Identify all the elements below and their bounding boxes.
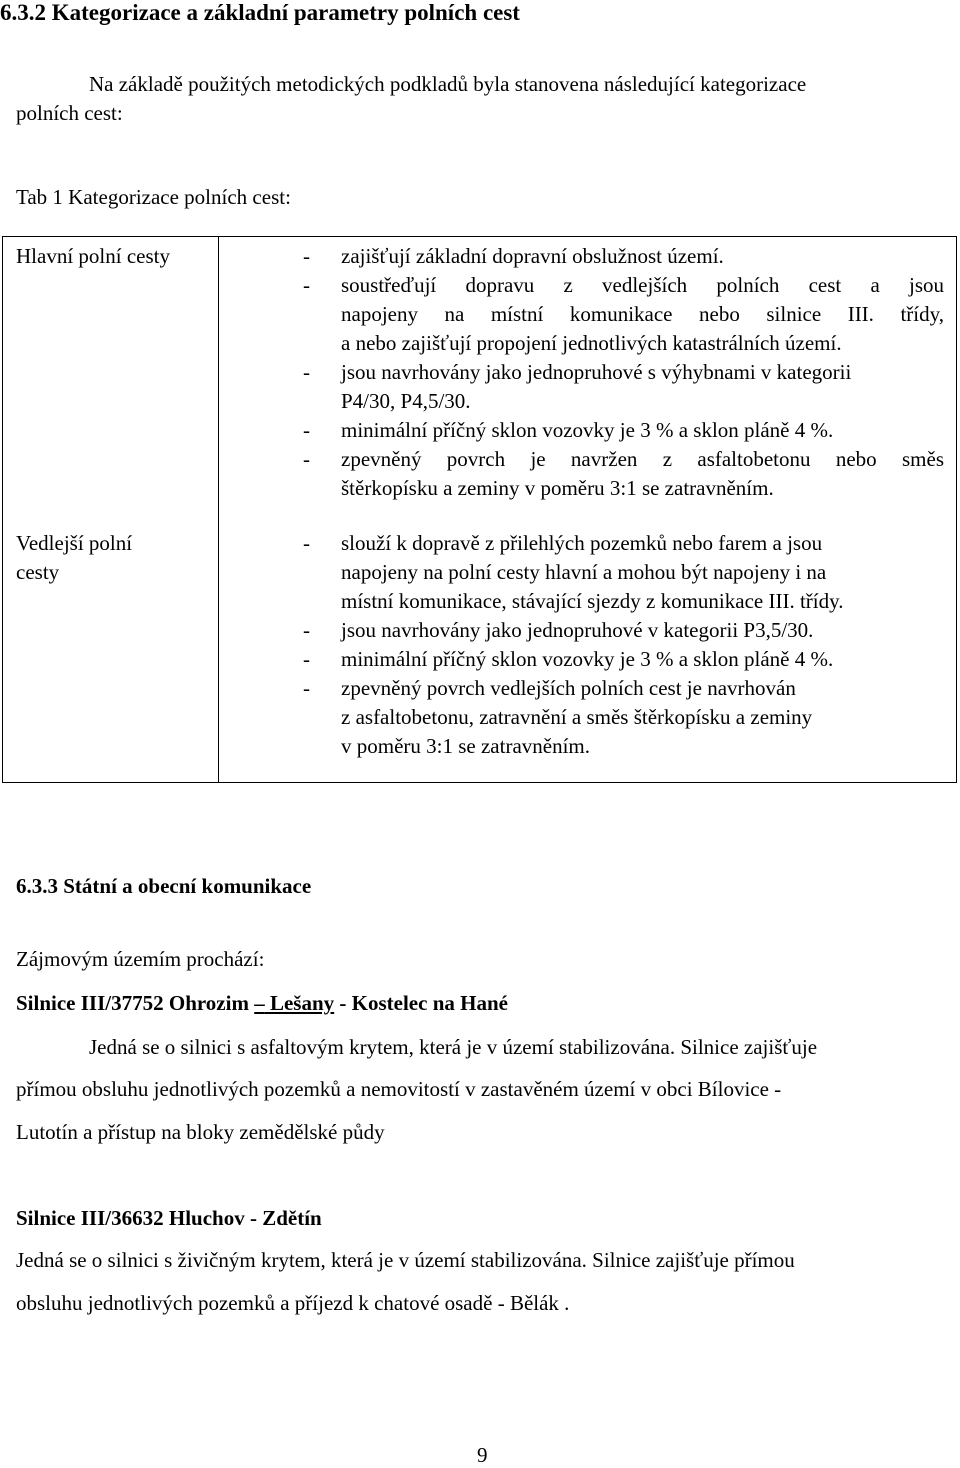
section-heading-633: 6.3.3 Státní a obecní komunikace: [16, 874, 312, 898]
list-item: minimální příčný sklon vozovky je 3 % a sklon pláně 4 %.: [341, 647, 834, 671]
list-item-continued: napojeny na místní komunikace nebo silnice III. třídy,: [341, 302, 944, 326]
list-item: jsou navrhovány jako jednopruhové v kategorii P3,5/30.: [341, 618, 814, 642]
road-2-text-line2: obsluhu jednotlivých pozemků a příjezd k chatové osadě - Bělák .: [16, 1291, 570, 1315]
intro-line-2: polních cest:: [16, 101, 123, 125]
road-1-title-dash: –: [254, 991, 265, 1015]
list-item: jsou navrhovány jako jednopruhové s výhybnami v kategorii: [341, 360, 852, 384]
list-dash: -: [303, 418, 310, 442]
road-1-title-part1: Silnice III/37752 Ohrozim: [16, 991, 255, 1015]
list-item: slouží k dopravě z přilehlých pozemků nebo farem a jsou: [341, 531, 823, 555]
list-dash: -: [303, 531, 310, 555]
list-item: zpevněný povrch je navržen z asfaltobetonu nebo směs: [341, 447, 944, 471]
list-dash: -: [303, 447, 310, 471]
row-label-secondary-roads-line2: cesty: [16, 560, 60, 584]
list-item-continued: štěrkopísku a zeminy v poměru 3:1 se zatravněním.: [341, 476, 774, 500]
section-heading-632: 6.3.2 Kategorizace a základní parametry polních cest: [0, 0, 520, 25]
road-1-text-line1: Jedná se o silnici s asfaltovým krytem, která je v území stabilizována. Silnice zajišťuje: [89, 1035, 818, 1059]
road-1-title-part2: Lešany: [264, 991, 335, 1015]
page-number: 9: [477, 1443, 488, 1467]
list-item: soustřeďují dopravu z vedlejších polních cest a jsou: [341, 273, 944, 297]
road-2-title: Silnice III/36632 Hluchov - Zdětín: [16, 1206, 322, 1230]
list-item-continued: z asfaltobetonu, zatravnění a směs štěrkopísku a zeminy: [341, 705, 813, 729]
intro-line-1: Na základě použitých metodických podkladů byla stanovena následující kategorizace: [89, 72, 807, 96]
list-dash: -: [303, 244, 310, 268]
list-item-continued: místní komunikace, stávající sjezdy z komunikace III. třídy.: [341, 589, 844, 613]
list-dash: -: [303, 360, 310, 384]
list-dash: -: [303, 618, 310, 642]
list-item: minimální příčný sklon vozovky je 3 % a sklon pláně 4 %.: [341, 418, 834, 442]
table-column-divider: [218, 236, 219, 783]
section-subheading: Zájmovým územím prochází:: [16, 947, 265, 971]
road-1-text-line3: Lutotín a přístup na bloky zemědělské půdy: [16, 1120, 385, 1144]
list-dash: -: [303, 273, 310, 297]
list-item-continued: a nebo zajišťují propojení jednotlivých katastrálních území.: [341, 331, 842, 355]
list-item: zpevněný povrch vedlejších polních cest je navrhován: [341, 676, 796, 700]
road-1-title: [16, 991, 508, 1016]
list-item-continued: P4/30, P4,5/30.: [341, 389, 471, 413]
list-dash: -: [303, 647, 310, 671]
list-item: zajišťují základní dopravní obslužnost území.: [341, 244, 724, 268]
table-caption: Tab 1 Kategorizace polních cest:: [16, 185, 291, 209]
list-dash: -: [303, 676, 310, 700]
row-label-main-roads: Hlavní polní cesty: [16, 244, 170, 268]
list-item-continued: napojeny na polní cesty hlavní a mohou být napojeny i na: [341, 560, 827, 584]
row-label-secondary-roads-line1: Vedlejší polní: [16, 531, 133, 555]
road-1-title-part3: - Kostelec na Hané: [334, 991, 508, 1015]
list-item-continued: v poměru 3:1 se zatravněním.: [341, 734, 591, 758]
road-2-text-line1: Jedná se o silnici s živičným krytem, která je v území stabilizována. Silnice zajišťuje přímou: [16, 1248, 795, 1272]
road-1-text-line2: přímou obsluhu jednotlivých pozemků a nemovitostí v zastavěném území v obci Bílovice -: [16, 1077, 782, 1101]
